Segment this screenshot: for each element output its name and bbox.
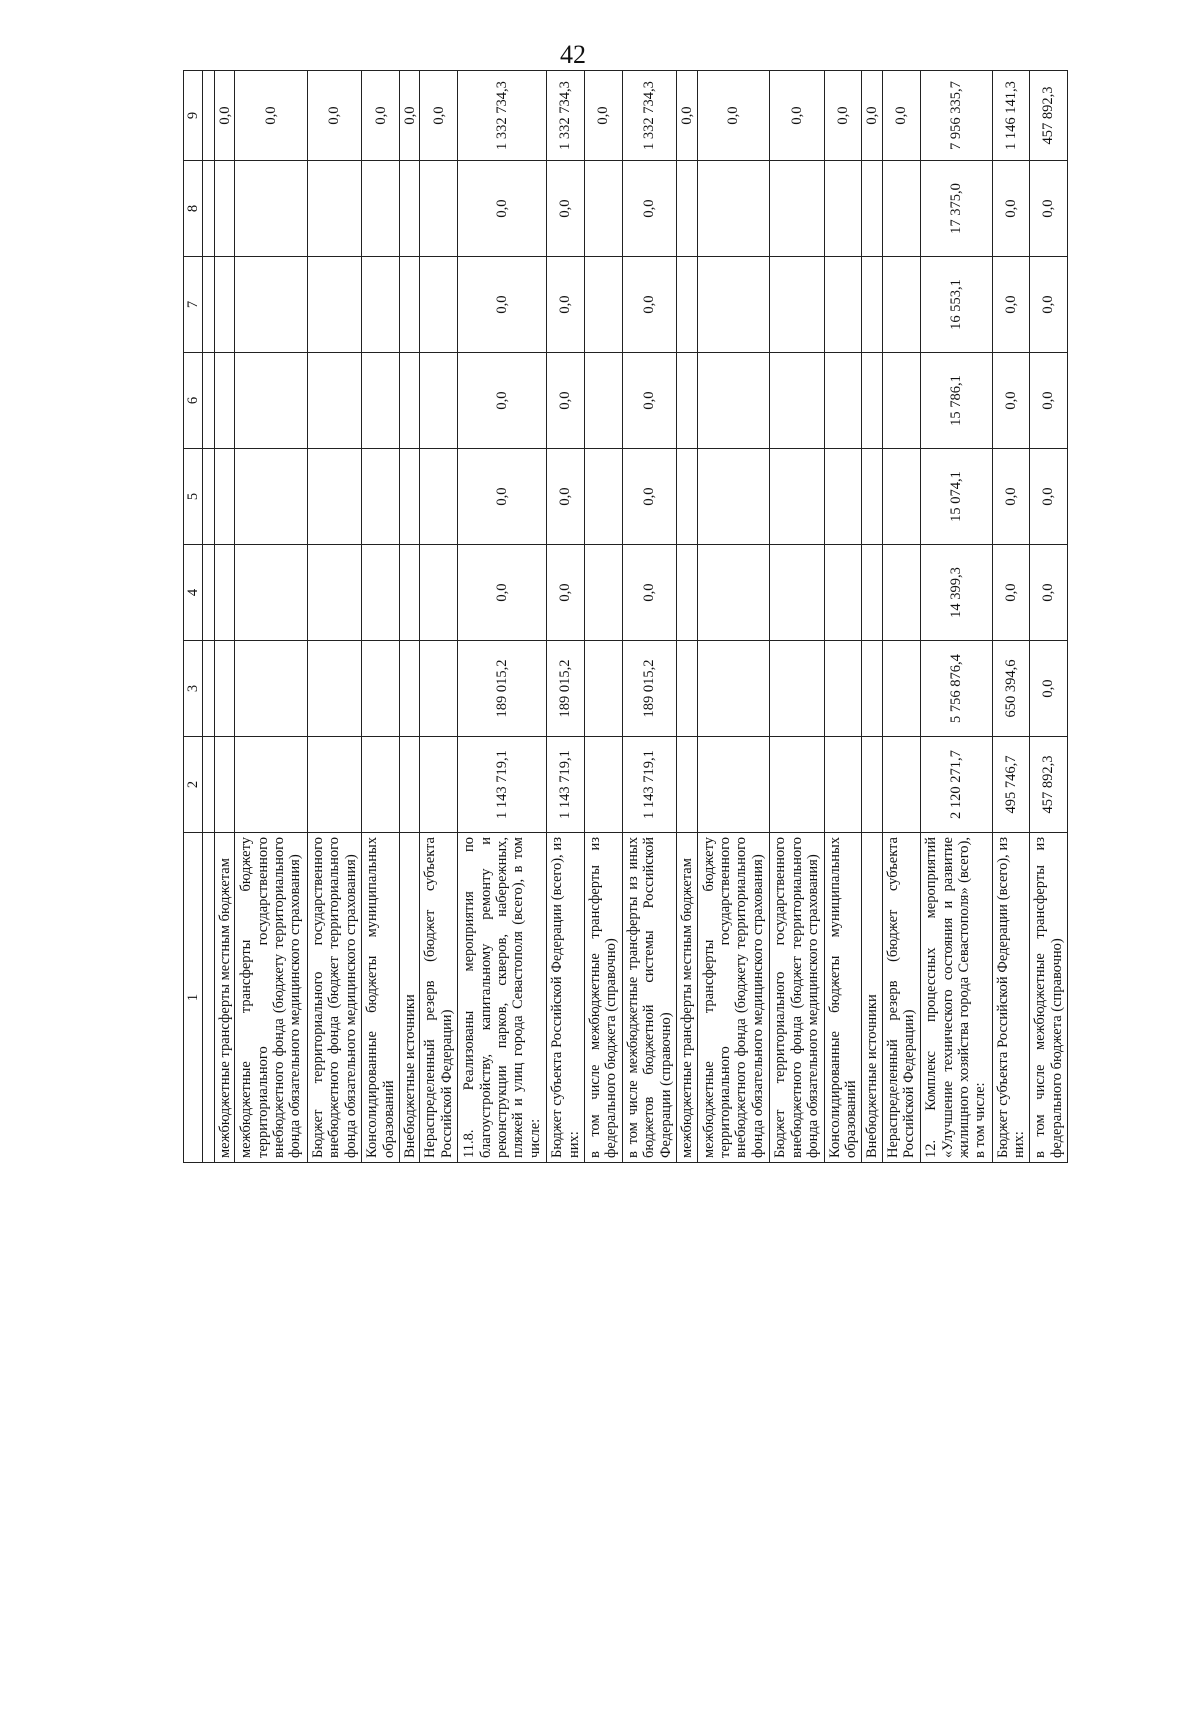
value-cell [584, 161, 622, 257]
value-cell [420, 545, 458, 641]
value-cell [420, 449, 458, 545]
value-cell: 0,0 [697, 71, 769, 161]
value-cell: 0,0 [992, 545, 1030, 641]
value-cell [824, 449, 862, 545]
value-cell: 16 553,1 [920, 257, 992, 353]
value-cell [362, 545, 400, 641]
value-cell [215, 545, 235, 641]
value-cell [677, 161, 697, 257]
value-cell [420, 161, 458, 257]
value-cell: 650 394,6 [992, 641, 1030, 737]
value-cell: 1 146 141,3 [992, 71, 1030, 161]
value-cell [215, 449, 235, 545]
value-cell: 0,0 [1030, 641, 1068, 737]
value-cell [677, 353, 697, 449]
value-cell: 5 756 876,4 [920, 641, 992, 737]
column-header-6: 6 [184, 353, 203, 449]
column-header-3: 3 [184, 641, 203, 737]
row-label: Бюджет субъекта Российской Федерации (всего), из них: [992, 833, 1030, 1163]
row-label: Бюджет территориального государственного внебюджетного фонда (бюджет территориального фонда обязательного медицинского страхования) [307, 833, 362, 1163]
column-header-4: 4 [184, 545, 203, 641]
row-label: Бюджет территориального государственного внебюджетного фонда (бюджет территориального фонда обязательного медицинского страхования) [769, 833, 824, 1163]
row-label: межбюджетные трансферты местным бюджетам [677, 833, 697, 1163]
blank-cell [203, 737, 215, 833]
value-cell [420, 641, 458, 737]
table-row [400, 71, 420, 1163]
table-row [882, 71, 920, 1163]
value-cell [420, 737, 458, 833]
value-cell [584, 737, 622, 833]
value-cell [697, 545, 769, 641]
value-cell: 0,0 [992, 449, 1030, 545]
value-cell [697, 353, 769, 449]
column-header-5: 5 [184, 449, 203, 545]
value-cell [677, 737, 697, 833]
value-cell: 1 332 734,3 [458, 71, 547, 161]
value-cell [584, 353, 622, 449]
value-cell [824, 737, 862, 833]
value-cell: 0,0 [622, 257, 677, 353]
value-cell [420, 353, 458, 449]
value-cell: 0,0 [992, 257, 1030, 353]
value-cell [400, 257, 420, 353]
page-number: 42 [560, 40, 586, 69]
value-cell: 0,0 [992, 161, 1030, 257]
row-label: Внебюджетные источники [400, 833, 420, 1163]
value-cell: 0,0 [458, 161, 547, 257]
table-row [1030, 71, 1068, 1163]
value-cell [584, 449, 622, 545]
blank-cell [203, 449, 215, 545]
value-cell: 0,0 [1030, 545, 1068, 641]
value-cell: 0,0 [458, 545, 547, 641]
value-cell [235, 641, 307, 737]
value-cell [215, 641, 235, 737]
value-cell: 0,0 [882, 71, 920, 161]
value-cell [215, 161, 235, 257]
value-cell: 0,0 [547, 257, 585, 353]
row-label: Внебюджетные источники [862, 833, 882, 1163]
value-cell [882, 161, 920, 257]
row-label: Консолидированные бюджеты муниципальных образований [824, 833, 862, 1163]
value-cell [235, 257, 307, 353]
blank-cell [203, 257, 215, 353]
value-cell [697, 257, 769, 353]
value-cell: 0,0 [458, 257, 547, 353]
value-cell [862, 737, 882, 833]
value-cell [307, 545, 362, 641]
value-cell: 0,0 [458, 353, 547, 449]
value-cell: 189 015,2 [547, 641, 585, 737]
value-cell: 0,0 [400, 71, 420, 161]
value-cell: 0,0 [547, 545, 585, 641]
value-cell: 0,0 [622, 545, 677, 641]
row-label: Консолидированные бюджеты муниципальных образований [362, 833, 400, 1163]
value-cell [362, 353, 400, 449]
value-cell: 0,0 [547, 449, 585, 545]
value-cell: 2 120 271,7 [920, 737, 992, 833]
blank-cell [203, 353, 215, 449]
value-cell [862, 257, 882, 353]
value-cell [769, 737, 824, 833]
value-cell [697, 161, 769, 257]
row-label: Нераспределенный резерв (бюджет субъекта Российской Федерации) [420, 833, 458, 1163]
value-cell [400, 449, 420, 545]
value-cell: 457 892,3 [1030, 71, 1068, 161]
value-cell: 0,0 [862, 71, 882, 161]
rotated-table-container [183, 71, 1068, 1163]
table-row [824, 71, 862, 1163]
column-number-row [184, 71, 203, 1163]
value-cell [769, 161, 824, 257]
table-row [215, 71, 235, 1163]
row-label: в том числе межбюджетные трансферты из федерального бюджета (справочно) [1030, 833, 1068, 1163]
value-cell: 0,0 [584, 71, 622, 161]
value-cell [882, 353, 920, 449]
blank-cell [203, 161, 215, 257]
value-cell [400, 353, 420, 449]
value-cell: 1 143 719,1 [458, 737, 547, 833]
column-header-1: 1 [184, 833, 203, 1163]
value-cell [235, 449, 307, 545]
value-cell: 1 332 734,3 [622, 71, 677, 161]
row-label: в том числе межбюджетные трансферты из федерального бюджета (справочно) [584, 833, 622, 1163]
value-cell: 15 074,1 [920, 449, 992, 545]
value-cell: 0,0 [458, 449, 547, 545]
value-cell [862, 161, 882, 257]
value-cell: 0,0 [547, 161, 585, 257]
value-cell [307, 161, 362, 257]
value-cell [235, 161, 307, 257]
table-row [584, 71, 622, 1163]
row-label: межбюджетные трансферты бюджету территориального государственного внебюджетного фонда (бюджету территориального фонда обязательного медицинского страхования) [697, 833, 769, 1163]
value-cell: 14 399,3 [920, 545, 992, 641]
value-cell: 0,0 [769, 71, 824, 161]
table-row [920, 71, 992, 1163]
value-cell [824, 161, 862, 257]
value-cell [824, 545, 862, 641]
value-cell [769, 353, 824, 449]
table-row [420, 71, 458, 1163]
value-cell [862, 545, 882, 641]
value-cell [769, 449, 824, 545]
value-cell: 189 015,2 [622, 641, 677, 737]
value-cell [697, 737, 769, 833]
table-row [862, 71, 882, 1163]
blank-cell [203, 545, 215, 641]
value-cell [882, 257, 920, 353]
value-cell [215, 737, 235, 833]
value-cell [307, 737, 362, 833]
row-label: в том числе межбюджетные трансферты из иных бюджетов бюджетной системы Российской Федерации (справочно) [622, 833, 677, 1163]
value-cell [420, 257, 458, 353]
value-cell [862, 641, 882, 737]
value-cell: 7 956 335,7 [920, 71, 992, 161]
value-cell [697, 641, 769, 737]
table-body [203, 71, 1068, 1163]
column-header-9: 9 [184, 71, 203, 161]
value-cell: 0,0 [362, 71, 400, 161]
row-label: межбюджетные трансферты бюджету территориального государственного внебюджетного фонда (бюджету территориального фонда обязательного медицинского страхования) [235, 833, 307, 1163]
value-cell: 0,0 [235, 71, 307, 161]
value-cell [235, 545, 307, 641]
value-cell: 495 746,7 [992, 737, 1030, 833]
value-cell [307, 641, 362, 737]
value-cell: 15 786,1 [920, 353, 992, 449]
value-cell: 0,0 [1030, 449, 1068, 545]
value-cell [362, 257, 400, 353]
value-cell [362, 161, 400, 257]
value-cell: 0,0 [215, 71, 235, 161]
value-cell [307, 449, 362, 545]
value-cell: 0,0 [622, 161, 677, 257]
value-cell: 457 892,3 [1030, 737, 1068, 833]
table-row [697, 71, 769, 1163]
value-cell [235, 737, 307, 833]
value-cell [677, 545, 697, 641]
value-cell: 0,0 [677, 71, 697, 161]
table-row [235, 71, 307, 1163]
value-cell: 0,0 [622, 353, 677, 449]
value-cell [307, 353, 362, 449]
value-cell [824, 641, 862, 737]
value-cell [882, 641, 920, 737]
value-cell: 0,0 [547, 353, 585, 449]
value-cell [584, 257, 622, 353]
value-cell: 0,0 [992, 353, 1030, 449]
value-cell [215, 353, 235, 449]
value-cell [400, 545, 420, 641]
column-header-7: 7 [184, 257, 203, 353]
value-cell: 0,0 [307, 71, 362, 161]
value-cell [882, 449, 920, 545]
value-cell: 0,0 [1030, 353, 1068, 449]
blank-cell [203, 833, 215, 1163]
value-cell [400, 737, 420, 833]
value-cell: 1 143 719,1 [547, 737, 585, 833]
value-cell [362, 641, 400, 737]
table-row [362, 71, 400, 1163]
row-label: Бюджет субъекта Российской Федерации (всего), из них: [547, 833, 585, 1163]
value-cell: 1 332 734,3 [547, 71, 585, 161]
blank-cell [203, 641, 215, 737]
column-header-8: 8 [184, 161, 203, 257]
value-cell [697, 449, 769, 545]
value-cell [882, 545, 920, 641]
value-cell [584, 641, 622, 737]
value-cell [235, 353, 307, 449]
table-row [769, 71, 824, 1163]
value-cell [677, 449, 697, 545]
table-row [992, 71, 1030, 1163]
value-cell [769, 545, 824, 641]
value-cell [362, 737, 400, 833]
value-cell [362, 449, 400, 545]
table-row [677, 71, 697, 1163]
value-cell [400, 641, 420, 737]
value-cell [862, 353, 882, 449]
value-cell [677, 641, 697, 737]
row-label: 12. Комплекс процессных мероприятий «Улучшение технического состояния и развитие жилищного хозяйства города Севастополя» (всего), в том числе: [920, 833, 992, 1163]
table-row [458, 71, 547, 1163]
value-cell: 0,0 [824, 71, 862, 161]
table-row [547, 71, 585, 1163]
blank-row [203, 71, 215, 1163]
table-row [307, 71, 362, 1163]
value-cell [215, 257, 235, 353]
value-cell [769, 257, 824, 353]
value-cell [824, 257, 862, 353]
row-label: 11.8. Реализованы мероприятия по благоустройству, капитальному ремонту и реконструкции парков, скверов, набережных, пляжей и улиц города Севастополя (всего), в том числе: [458, 833, 547, 1163]
value-cell: 0,0 [1030, 161, 1068, 257]
value-cell: 1 143 719,1 [622, 737, 677, 833]
value-cell [584, 545, 622, 641]
table-row [622, 71, 677, 1163]
value-cell: 189 015,2 [458, 641, 547, 737]
value-cell [882, 737, 920, 833]
budget-table [183, 70, 1068, 1163]
value-cell: 0,0 [1030, 257, 1068, 353]
value-cell: 0,0 [420, 71, 458, 161]
value-cell [400, 161, 420, 257]
blank-cell [203, 71, 215, 161]
row-label: межбюджетные трансферты местным бюджетам [215, 833, 235, 1163]
row-label: Нераспределенный резерв (бюджет субъекта Российской Федерации) [882, 833, 920, 1163]
column-header-2: 2 [184, 737, 203, 833]
value-cell: 17 375,0 [920, 161, 992, 257]
value-cell [862, 449, 882, 545]
value-cell [824, 353, 862, 449]
value-cell [307, 257, 362, 353]
value-cell [677, 257, 697, 353]
value-cell: 0,0 [622, 449, 677, 545]
value-cell [769, 641, 824, 737]
